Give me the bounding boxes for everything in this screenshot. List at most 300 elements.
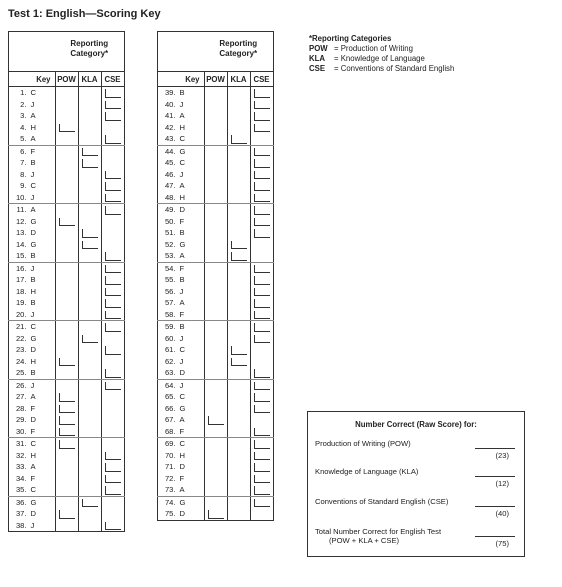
category-cell-kla (227, 309, 250, 321)
answer-blank[interactable] (105, 252, 121, 261)
answer-blank[interactable] (254, 428, 270, 437)
score-blank-cse[interactable] (475, 506, 515, 507)
answer-blank[interactable] (254, 393, 270, 402)
category-cell-kla (227, 204, 250, 216)
answer-key: J (29, 262, 56, 274)
key-row (9, 87, 125, 99)
key-row (158, 192, 274, 204)
key-row (158, 426, 274, 438)
category-cell-cse (250, 180, 273, 192)
key-row (158, 133, 274, 145)
answer-blank[interactable] (254, 276, 270, 285)
category-cell-cse (101, 379, 124, 391)
answer-blank[interactable] (105, 323, 121, 332)
category-cell-pow (204, 450, 227, 462)
key-row (158, 473, 274, 485)
category-cell-pow (204, 297, 227, 309)
category-cell-pow (55, 169, 78, 181)
category-cell-cse (101, 403, 124, 415)
category-cell-cse (101, 180, 124, 192)
key-row (158, 379, 274, 391)
answer-blank[interactable] (105, 522, 121, 531)
answer-blank[interactable] (254, 171, 270, 180)
category-cell-kla (78, 204, 101, 216)
category-cell-kla (78, 216, 101, 228)
answer-blank[interactable] (105, 112, 121, 121)
item-number: 9. (9, 180, 29, 192)
category-cell-kla (78, 169, 101, 181)
category-cell-cse (250, 403, 273, 415)
answer-key: J (29, 192, 56, 204)
category-cell-pow (204, 110, 227, 122)
category-cell-pow (204, 192, 227, 204)
answer-blank[interactable] (254, 369, 270, 378)
category-cell-cse (250, 321, 273, 333)
answer-blank[interactable] (254, 265, 270, 274)
category-cell-kla (78, 450, 101, 462)
answer-blank[interactable] (254, 206, 270, 215)
category-cell-cse (101, 367, 124, 379)
category-cell-pow (55, 122, 78, 134)
answer-key: J (29, 309, 56, 321)
key-row (158, 438, 274, 450)
item-number: 5. (9, 133, 29, 145)
answer-key: G (29, 333, 56, 345)
answer-blank[interactable] (208, 416, 224, 425)
item-number: 41. (158, 110, 178, 122)
answer-blank[interactable] (254, 486, 270, 495)
category-cell-cse (250, 133, 273, 145)
category-cell-cse (101, 309, 124, 321)
score-row-total: Total Number Correct for English Test (POW + KLA + CSE) (75) (315, 527, 515, 553)
answer-key: J (29, 169, 56, 181)
item-number: 74. (158, 496, 178, 508)
category-cell-cse (250, 110, 273, 122)
answer-blank[interactable] (105, 265, 121, 274)
answer-blank[interactable] (254, 218, 270, 227)
answer-key: A (178, 297, 205, 309)
category-cell-kla (227, 180, 250, 192)
answer-key: C (178, 133, 205, 145)
answer-blank[interactable] (254, 382, 270, 391)
category-cell-kla (227, 414, 250, 426)
category-cell-pow (204, 484, 227, 496)
category-cell-pow (204, 473, 227, 485)
answer-blank[interactable] (59, 428, 75, 437)
answer-key: D (178, 461, 205, 473)
key-row (158, 414, 274, 426)
answer-key: G (29, 496, 56, 508)
key-row (158, 309, 274, 321)
category-cell-kla (78, 297, 101, 309)
answer-blank[interactable] (59, 510, 75, 519)
answer-blank[interactable] (59, 405, 75, 414)
answer-blank[interactable] (254, 475, 270, 484)
cse-header: CSE (250, 72, 273, 87)
category-cell-pow (55, 309, 78, 321)
key-row (9, 520, 125, 532)
category-cell-pow (55, 262, 78, 274)
answer-blank[interactable] (254, 148, 270, 157)
answer-blank[interactable] (254, 112, 270, 121)
category-cell-kla (227, 133, 250, 145)
answer-blank[interactable] (254, 124, 270, 133)
item-number: 60. (158, 333, 178, 345)
answer-key: A (178, 250, 205, 262)
category-cell-kla (227, 87, 250, 99)
category-cell-cse (101, 192, 124, 204)
item-number: 64. (158, 379, 178, 391)
key-row (9, 438, 125, 450)
answer-blank[interactable] (254, 452, 270, 461)
answer-blank[interactable] (105, 135, 121, 144)
pow-header: POW (204, 72, 227, 87)
category-cell-pow (55, 484, 78, 496)
category-cell-kla (227, 367, 250, 379)
answer-key: J (29, 99, 56, 111)
category-cell-cse (250, 367, 273, 379)
category-cell-pow (204, 169, 227, 181)
answer-blank[interactable] (82, 335, 98, 344)
answer-blank[interactable] (254, 299, 270, 308)
answer-blank[interactable] (59, 358, 75, 367)
answer-blank[interactable] (231, 241, 247, 250)
answer-blank[interactable] (254, 101, 270, 110)
category-cell-pow (55, 110, 78, 122)
answer-key: F (178, 309, 205, 321)
key-row (9, 367, 125, 379)
item-number: 37. (9, 508, 29, 520)
key-row (9, 274, 125, 286)
key-row (158, 99, 274, 111)
category-cell-pow (55, 333, 78, 345)
score-blank-pow[interactable] (475, 448, 515, 449)
answer-blank[interactable] (105, 194, 121, 203)
answer-blank[interactable] (105, 288, 121, 297)
key-row (9, 204, 125, 216)
category-cell-cse (101, 99, 124, 111)
item-number: 67. (158, 414, 178, 426)
key-row (158, 227, 274, 239)
key-row (9, 297, 125, 309)
category-cell-pow (55, 321, 78, 333)
category-cell-kla (78, 426, 101, 438)
answer-blank[interactable] (82, 229, 98, 238)
category-cell-pow (204, 122, 227, 134)
answer-key: J (178, 356, 205, 368)
answer-key: G (178, 403, 205, 415)
item-number: 45. (158, 157, 178, 169)
category-cell-kla (78, 133, 101, 145)
answer-blank[interactable] (231, 252, 247, 261)
category-cell-cse (101, 473, 124, 485)
score-blank-total[interactable] (475, 536, 515, 537)
answer-blank[interactable] (105, 276, 121, 285)
category-cell-cse (250, 356, 273, 368)
item-number: 21. (9, 321, 29, 333)
key-row (9, 508, 125, 520)
answer-blank[interactable] (231, 358, 247, 367)
key-row (9, 484, 125, 496)
category-cell-cse (250, 333, 273, 345)
answer-blank[interactable] (254, 89, 270, 98)
answer-blank[interactable] (254, 311, 270, 320)
key-header: Key (9, 72, 56, 87)
answer-key: B (178, 321, 205, 333)
answer-key: D (178, 508, 205, 520)
answer-blank[interactable] (231, 346, 247, 355)
category-cell-kla (227, 356, 250, 368)
answer-blank[interactable] (208, 510, 224, 519)
category-cell-kla (78, 192, 101, 204)
answer-blank[interactable] (254, 194, 270, 203)
category-cell-cse (250, 426, 273, 438)
category-cell-pow (204, 367, 227, 379)
category-cell-pow (204, 87, 227, 99)
category-cell-kla (227, 145, 250, 157)
category-cell-cse (250, 204, 273, 216)
category-cell-kla (78, 99, 101, 111)
category-cell-pow (204, 250, 227, 262)
answer-blank[interactable] (254, 182, 270, 191)
category-cell-cse (101, 110, 124, 122)
answer-blank[interactable] (59, 218, 75, 227)
key-row (158, 204, 274, 216)
item-number: 55. (158, 274, 178, 286)
category-cell-kla (78, 110, 101, 122)
item-number: 10. (9, 192, 29, 204)
item-number: 23. (9, 344, 29, 356)
key-row (9, 403, 125, 415)
category-cell-kla (227, 321, 250, 333)
item-number: 15. (9, 250, 29, 262)
item-number: 38. (9, 520, 29, 532)
category-cell-cse (250, 391, 273, 403)
category-cell-cse (101, 297, 124, 309)
key-row (158, 274, 274, 286)
answer-blank[interactable] (59, 416, 75, 425)
key-row (9, 391, 125, 403)
category-cell-kla (227, 450, 250, 462)
answer-blank[interactable] (254, 335, 270, 344)
answer-blank[interactable] (105, 346, 121, 355)
answer-blank[interactable] (105, 182, 121, 191)
item-number: 43. (158, 133, 178, 145)
item-number: 30. (9, 426, 29, 438)
item-number: 47. (158, 180, 178, 192)
answer-key: C (29, 321, 56, 333)
answer-blank[interactable] (254, 229, 270, 238)
item-number: 27. (9, 391, 29, 403)
answer-key: H (29, 286, 56, 298)
key-row (9, 473, 125, 485)
category-cell-kla (227, 426, 250, 438)
category-cell-pow (55, 87, 78, 99)
item-number: 56. (158, 286, 178, 298)
category-cell-cse (250, 508, 273, 520)
category-cell-pow (204, 414, 227, 426)
item-number: 3. (9, 110, 29, 122)
raw-score-title: Number Correct (Raw Score) for: (355, 420, 477, 429)
answer-blank[interactable] (105, 486, 121, 495)
category-cell-pow (55, 367, 78, 379)
answer-blank[interactable] (59, 124, 75, 133)
category-cell-pow (204, 333, 227, 345)
answer-blank[interactable] (105, 463, 121, 472)
category-cell-pow (204, 379, 227, 391)
answer-blank[interactable] (254, 463, 270, 472)
scoring-key-table-left (8, 31, 125, 532)
key-row (158, 321, 274, 333)
answer-key: D (29, 227, 56, 239)
item-number: 7. (9, 157, 29, 169)
answer-blank[interactable] (82, 159, 98, 168)
item-number: 6. (9, 145, 29, 157)
key-row (9, 321, 125, 333)
item-number: 52. (158, 239, 178, 251)
answer-blank[interactable] (105, 89, 121, 98)
category-cell-cse (101, 414, 124, 426)
answer-key: F (178, 426, 205, 438)
category-cell-kla (78, 438, 101, 450)
reporting-category-header: Reporting Category* (204, 32, 273, 72)
key-row (158, 297, 274, 309)
answer-blank[interactable] (105, 369, 121, 378)
category-cell-cse (101, 133, 124, 145)
answer-key: B (178, 87, 205, 99)
category-cell-cse (250, 169, 273, 181)
answer-key: J (178, 333, 205, 345)
category-cell-pow (204, 239, 227, 251)
category-cell-kla (227, 496, 250, 508)
item-number: 26. (9, 379, 29, 391)
answer-blank[interactable] (59, 393, 75, 402)
category-cell-cse (101, 391, 124, 403)
answer-blank[interactable] (105, 101, 121, 110)
answer-key: A (178, 180, 205, 192)
answer-key: J (29, 520, 56, 532)
category-cell-kla (227, 262, 250, 274)
answer-blank[interactable] (105, 452, 121, 461)
category-cell-kla (78, 461, 101, 473)
category-cell-kla (78, 496, 101, 508)
category-cell-cse (250, 496, 273, 508)
category-cell-pow (204, 274, 227, 286)
answer-blank[interactable] (254, 159, 270, 168)
category-cell-cse (250, 216, 273, 228)
answer-blank[interactable] (82, 241, 98, 250)
category-cell-kla (227, 344, 250, 356)
answer-blank[interactable] (82, 499, 98, 508)
answer-blank[interactable] (254, 323, 270, 332)
answer-blank[interactable] (254, 440, 270, 449)
key-row (158, 239, 274, 251)
answer-key: B (29, 157, 56, 169)
answer-key: J (178, 99, 205, 111)
answer-blank[interactable] (254, 405, 270, 414)
kla-header: KLA (227, 72, 250, 87)
category-cell-cse (250, 309, 273, 321)
category-cell-pow (55, 391, 78, 403)
score-blank-kla[interactable] (475, 476, 515, 477)
key-row (9, 227, 125, 239)
category-cell-cse (101, 250, 124, 262)
answer-key: A (178, 110, 205, 122)
item-number: 36. (9, 496, 29, 508)
answer-blank[interactable] (254, 288, 270, 297)
category-cell-pow (204, 344, 227, 356)
key-row (9, 122, 125, 134)
category-cell-pow (55, 250, 78, 262)
answer-blank[interactable] (231, 135, 247, 144)
category-cell-cse (250, 414, 273, 426)
key-row (9, 110, 125, 122)
key-row (9, 356, 125, 368)
category-cell-pow (55, 216, 78, 228)
key-row (158, 391, 274, 403)
item-number: 12. (9, 216, 29, 228)
answer-key: A (29, 204, 56, 216)
answer-blank[interactable] (254, 499, 270, 508)
answer-key: F (29, 145, 56, 157)
category-cell-pow (204, 145, 227, 157)
key-row (158, 484, 274, 496)
answer-blank[interactable] (105, 382, 121, 391)
key-row (158, 496, 274, 508)
category-cell-kla (78, 122, 101, 134)
answer-key: C (178, 391, 205, 403)
answer-key: F (178, 473, 205, 485)
key-row (9, 169, 125, 181)
category-cell-cse (101, 461, 124, 473)
category-cell-cse (101, 484, 124, 496)
answer-key: B (29, 297, 56, 309)
answer-blank[interactable] (59, 440, 75, 449)
score-row-cse: Conventions of Standard English (CSE) (40) (315, 497, 515, 523)
category-cell-cse (101, 262, 124, 274)
category-cell-cse (250, 297, 273, 309)
category-cell-cse (250, 157, 273, 169)
key-header: Key (158, 72, 205, 87)
answer-key: H (178, 450, 205, 462)
answer-blank[interactable] (105, 299, 121, 308)
key-row (9, 216, 125, 228)
category-cell-cse (101, 508, 124, 520)
answer-blank[interactable] (105, 311, 121, 320)
answer-blank[interactable] (105, 171, 121, 180)
answer-key: H (178, 122, 205, 134)
item-number: 11. (9, 204, 29, 216)
answer-blank[interactable] (105, 206, 121, 215)
category-cell-cse (101, 286, 124, 298)
key-row (158, 262, 274, 274)
category-cell-kla (227, 122, 250, 134)
answer-blank[interactable] (82, 148, 98, 157)
category-cell-pow (204, 180, 227, 192)
category-cell-kla (227, 239, 250, 251)
category-cell-kla (78, 356, 101, 368)
category-cell-cse (101, 239, 124, 251)
item-number: 65. (158, 391, 178, 403)
key-row (9, 426, 125, 438)
answer-key: B (29, 367, 56, 379)
category-cell-kla (227, 192, 250, 204)
answer-key: C (29, 87, 56, 99)
answer-key: F (29, 426, 56, 438)
item-number: 8. (9, 169, 29, 181)
answer-blank[interactable] (105, 475, 121, 484)
category-cell-pow (55, 274, 78, 286)
